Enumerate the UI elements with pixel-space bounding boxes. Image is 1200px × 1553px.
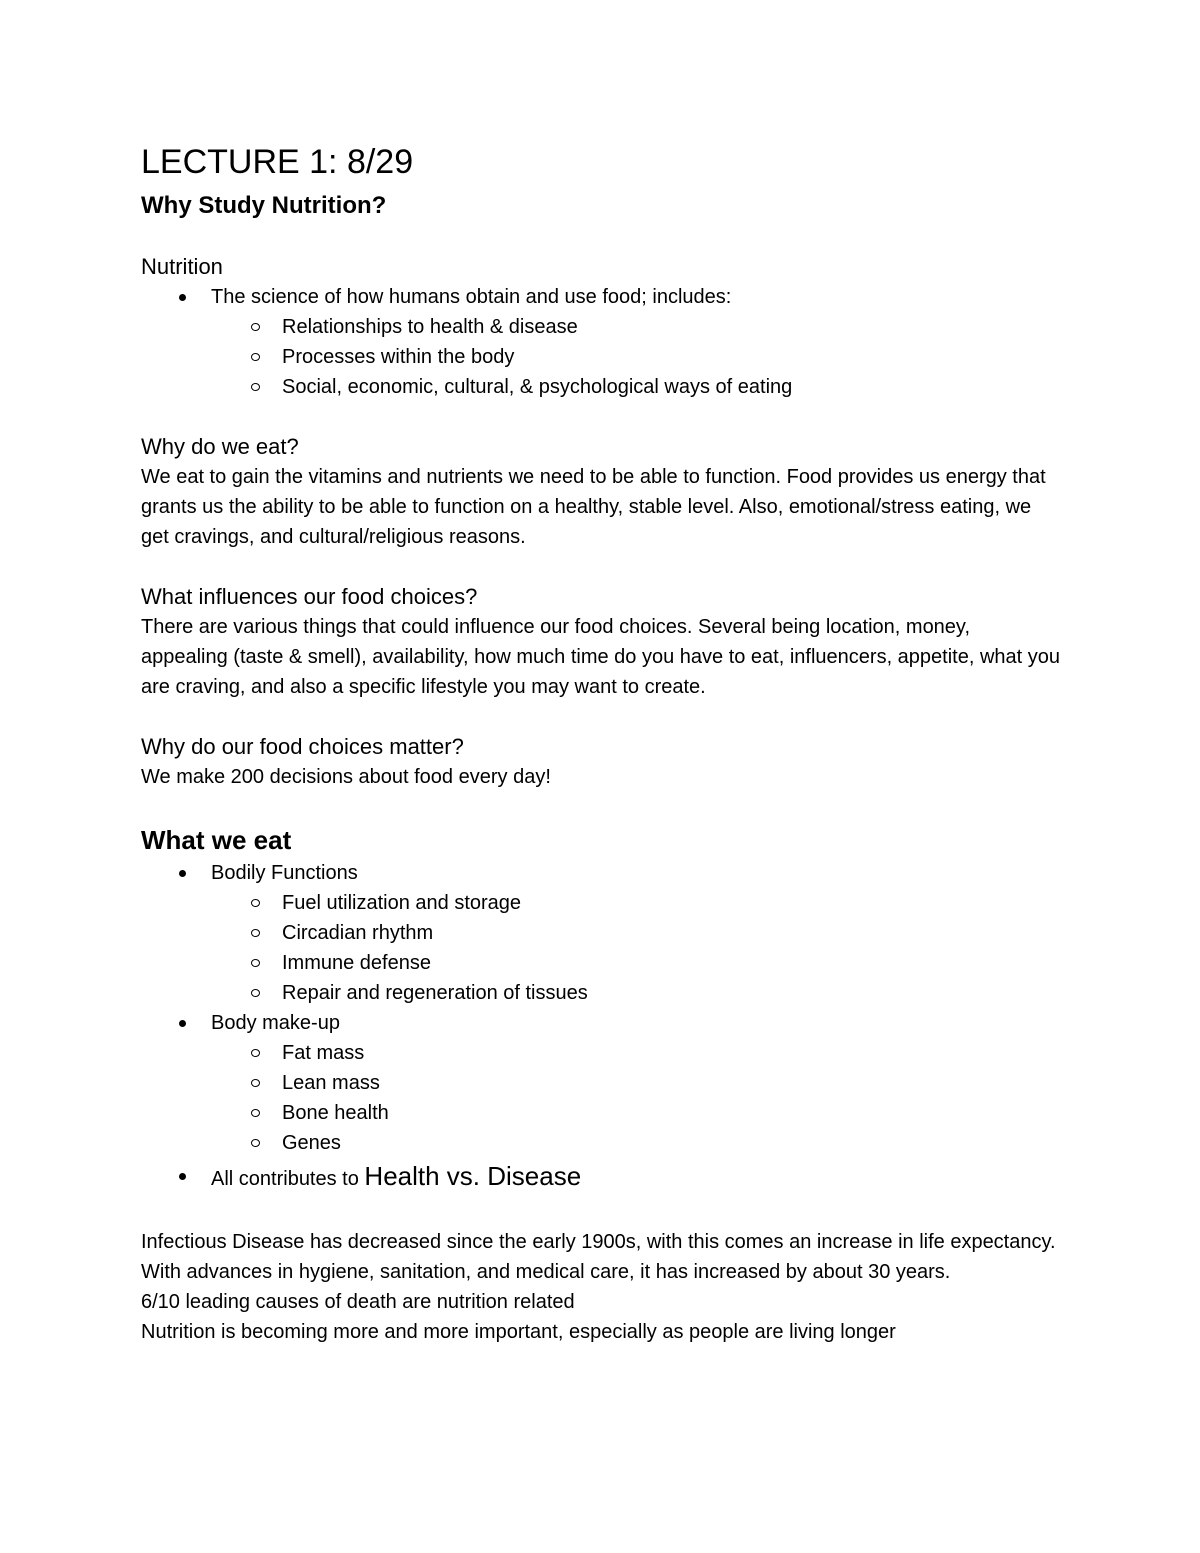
list-item: Social, economic, cultural, & psychological ways of eating xyxy=(211,372,1061,402)
nutrition-definition: The science of how humans obtain and use food; includes: xyxy=(211,286,732,308)
contributes-prefix: All contributes to xyxy=(211,1168,365,1190)
body-makeup-list xyxy=(211,1038,1061,1158)
hollow-bullet-icon xyxy=(251,959,260,967)
hollow-bullet-icon xyxy=(251,1139,260,1147)
contributes-emphasis: Health vs. Disease xyxy=(364,1161,582,1191)
nutrition-includes-list xyxy=(211,312,1061,402)
document-page xyxy=(141,140,1061,1347)
hollow-bullet-icon xyxy=(251,1079,260,1087)
closing-paragraph-3: Nutrition is becoming more and more important, especially as people are living longer xyxy=(141,1321,896,1343)
hollow-bullet-icon xyxy=(251,1109,260,1117)
group-label: Bodily Functions xyxy=(211,862,358,884)
nutrition-label: Nutrition xyxy=(141,254,223,279)
list-item: Circadian rhythm xyxy=(211,918,1061,948)
group-label: Body make-up xyxy=(211,1012,340,1034)
what-we-eat-list xyxy=(141,858,1061,1197)
hollow-bullet-icon xyxy=(251,899,260,907)
list-item xyxy=(141,1008,1061,1158)
hollow-bullet-icon xyxy=(251,929,260,937)
list-item: Repair and regeneration of tissues xyxy=(211,978,1061,1008)
bullet-icon xyxy=(179,1020,186,1027)
matter-answer: We make 200 decisions about food every day! xyxy=(141,766,551,788)
what-we-eat-heading: What we eat xyxy=(141,825,292,855)
bodily-functions-list xyxy=(211,888,1061,1008)
why-eat-answer: We eat to gain the vitamins and nutrients we need to be able to function. Food provides us energy that grants us the ability to be able to function on a healthy, stable level. Also, emotional/stress eating, we get cravings, and cultural/religious reasons. xyxy=(141,466,1046,548)
hollow-bullet-icon xyxy=(251,1049,260,1057)
bullet-icon xyxy=(179,294,186,301)
hollow-bullet-icon xyxy=(251,383,260,391)
list-item xyxy=(141,282,1061,402)
hollow-bullet-icon xyxy=(251,323,260,331)
bullet-icon xyxy=(179,870,186,877)
matter-question: Why do our food choices matter? xyxy=(141,734,464,759)
closing-paragraph-2: 6/10 leading causes of death are nutrition related xyxy=(141,1291,575,1313)
list-item xyxy=(141,1158,1061,1197)
list-item: Bone health xyxy=(211,1098,1061,1128)
closing-paragraph-1: Infectious Disease has decreased since the early 1900s, with this comes an increase in life expectancy. With advances in hygiene, sanitation, and medical care, it has increased by about 30 years. xyxy=(141,1231,1056,1283)
influences-question: What influences our food choices? xyxy=(141,584,478,609)
nutrition-list xyxy=(141,282,1061,402)
hollow-bullet-icon xyxy=(251,353,260,361)
list-item: Immune defense xyxy=(211,948,1061,978)
influences-answer: There are various things that could influence our food choices. Several being location, money, appealing (taste & smell), availability, how much time do you have to eat, influencers, appetite, what you are craving, and also a specific lifestyle you may want to create. xyxy=(141,616,1061,698)
list-item: Relationships to health & disease xyxy=(211,312,1061,342)
why-eat-question: Why do we eat? xyxy=(141,434,299,459)
list-item xyxy=(141,858,1061,1008)
list-item: Lean mass xyxy=(211,1068,1061,1098)
bullet-icon xyxy=(179,1173,186,1180)
list-item: Fuel utilization and storage xyxy=(211,888,1061,918)
list-item: Processes within the body xyxy=(211,342,1061,372)
list-item: Genes xyxy=(211,1128,1061,1158)
list-item: Fat mass xyxy=(211,1038,1061,1068)
lecture-title: LECTURE 1: 8/29 xyxy=(141,143,414,181)
section-subtitle: Why Study Nutrition? xyxy=(141,192,387,219)
hollow-bullet-icon xyxy=(251,989,260,997)
